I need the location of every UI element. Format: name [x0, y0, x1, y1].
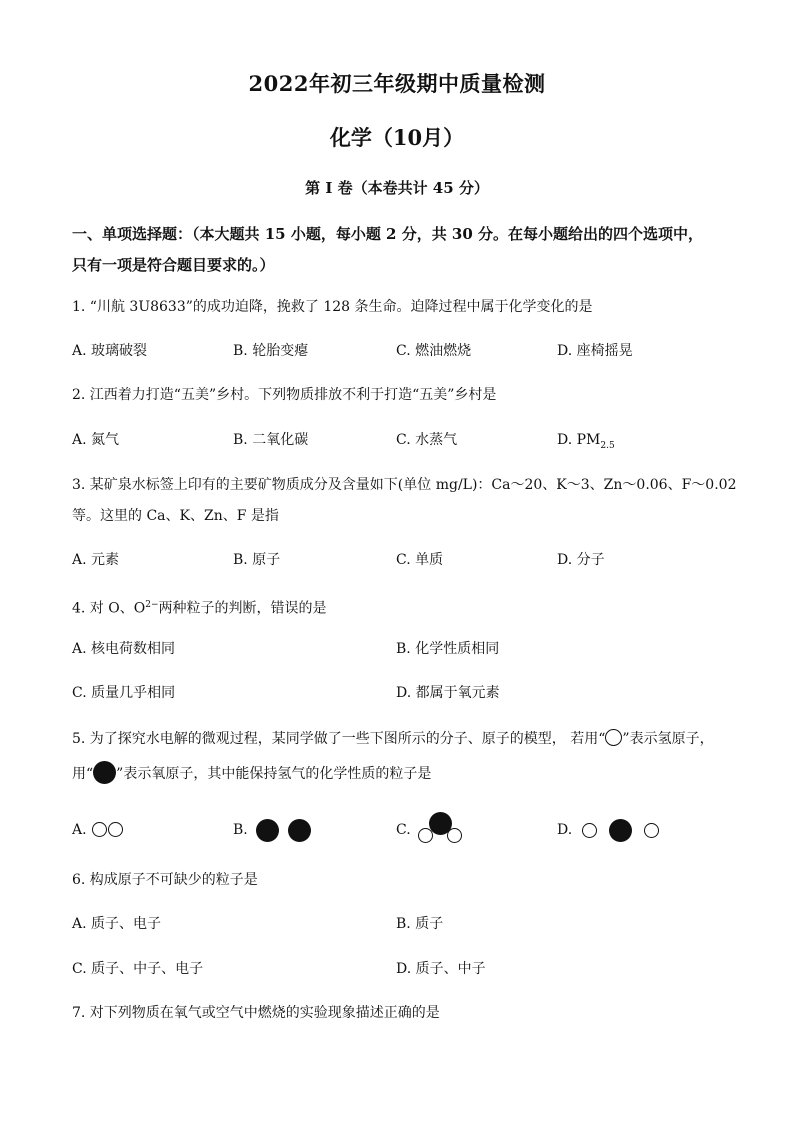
question-5-line1-post: ”表示氢原子， [622, 731, 714, 747]
question-6-option-d[interactable]: D. 质子、中子 [396, 961, 486, 977]
question-4-stem-post: 两种粒子的判断，错误的是 [158, 600, 327, 617]
question-4-stem [72, 593, 740, 621]
question-6-option-a[interactable]: A. 质子、电子 [72, 916, 162, 932]
question-4-option-c[interactable]: C. 质量几乎相同 [72, 685, 176, 701]
volume-title: 第 I 卷（本卷共计 45 分） [305, 179, 489, 197]
question-2-stem: 2. 江西着力打造“五美”乡村。下列物质排放不利于打造“五美”乡村是 [72, 387, 497, 403]
question-3-option-b[interactable]: B. 原子 [233, 552, 281, 568]
hydrogen-atom-icon [108, 822, 123, 837]
option-d-text: D. PM [557, 432, 601, 448]
question-4-option-d[interactable]: D. 都属于氧元素 [396, 685, 500, 701]
question-2-option-b[interactable]: B. 二氧化碳 [233, 432, 309, 448]
question-5-option-c-label[interactable]: C. [396, 822, 411, 838]
question-5-line2-post: ”表示氧原子，其中能保持氢气的化学性质的粒子是 [116, 766, 432, 782]
charge-superscript: 2− [145, 600, 159, 610]
question-1-option-b[interactable]: B. 轮胎变瘪 [233, 343, 309, 359]
hydrogen-atom-icon [644, 823, 659, 838]
question-3-option-d[interactable]: D. 分子 [557, 552, 605, 568]
question-2-option-c[interactable]: C. 水蒸气 [396, 432, 458, 448]
question-5-line1-pre: 5. 为了探究水电解的微观过程，某同学做了一些下图所示的分子、原子的模型， 若用“ [72, 731, 606, 747]
question-1-stem: 1. “川航 3U8633”的成功迫降，挽救了 128 条生命。迫降过程中属于化学变化的是 [72, 299, 593, 315]
question-5-option-b-model[interactable] [256, 819, 314, 843]
question-5-option-d-label[interactable]: D. [557, 822, 573, 838]
oxygen-atom-icon [256, 819, 279, 842]
question-3-stem-line2: 等。这里的 Ca、K、Zn、F 是指 [72, 508, 279, 524]
question-3-option-a[interactable]: A. 元素 [72, 552, 120, 568]
question-6-option-c[interactable]: C. 质子、中子、电子 [72, 961, 204, 977]
question-4-option-b[interactable]: B. 化学性质相同 [396, 641, 500, 657]
question-2-option-a[interactable]: A. 氮气 [72, 432, 120, 448]
hydrogen-atom-icon [582, 823, 597, 838]
question-4-stem-pre: 4. 对 O、O [72, 600, 146, 617]
question-5-option-d-model[interactable] [582, 819, 662, 843]
subject-title: 化学（10月） [329, 125, 465, 150]
question-1-option-d[interactable]: D. 座椅摇晃 [557, 343, 633, 359]
section-heading-line1: 一、单项选择题：（本大题共 15 小题，每小题 2 分，共 30 分。在每小题给出的四个选项中， [72, 225, 704, 243]
question-5-stem-line1 [72, 727, 740, 751]
question-5-option-a-label[interactable]: A. [72, 822, 87, 838]
question-3-stem-line1: 3. 某矿泉水标签上印有的主要矿物质成分及含量如下(单位 mg/L)：Ca～20、K～3、Zn～0.06、F～0.02 [72, 477, 737, 493]
question-4-option-a[interactable]: A. 核电荷数相同 [72, 641, 176, 657]
question-5-stem-line2 [72, 762, 740, 786]
section-heading-line2: 只有一项是符合题目要求的。） [72, 256, 275, 274]
question-1-option-c[interactable]: C. 燃油燃烧 [396, 343, 472, 359]
oxygen-atom-icon [609, 819, 632, 842]
question-7-stem: 7. 对下列物质在氧气或空气中燃烧的实验现象描述正确的是 [72, 1005, 440, 1021]
oxygen-atom-icon [429, 812, 452, 835]
oxygen-atom-icon [288, 819, 311, 842]
question-6-option-b[interactable]: B. 质子 [396, 916, 444, 932]
hydrogen-atom-icon [92, 822, 107, 837]
oxygen-atom-icon [93, 761, 116, 784]
question-5-option-c-model[interactable] [417, 812, 465, 846]
question-5-line2-pre: 用“ [72, 766, 94, 782]
exam-title: 2022年初三年级期中质量检测 [248, 71, 546, 96]
question-2-option-d[interactable] [557, 428, 615, 458]
section-heading [72, 219, 740, 281]
question-5-option-b-label[interactable]: B. [233, 822, 248, 838]
question-5-option-a-model[interactable] [92, 822, 126, 838]
hydrogen-atom-icon [605, 729, 622, 746]
question-3-option-c[interactable]: C. 单质 [396, 552, 444, 568]
question-6-stem: 6. 构成原子不可缺少的粒子是 [72, 872, 258, 888]
question-1-option-a[interactable]: A. 玻璃破裂 [72, 343, 148, 359]
pm-subscript: 2.5 [600, 440, 615, 451]
